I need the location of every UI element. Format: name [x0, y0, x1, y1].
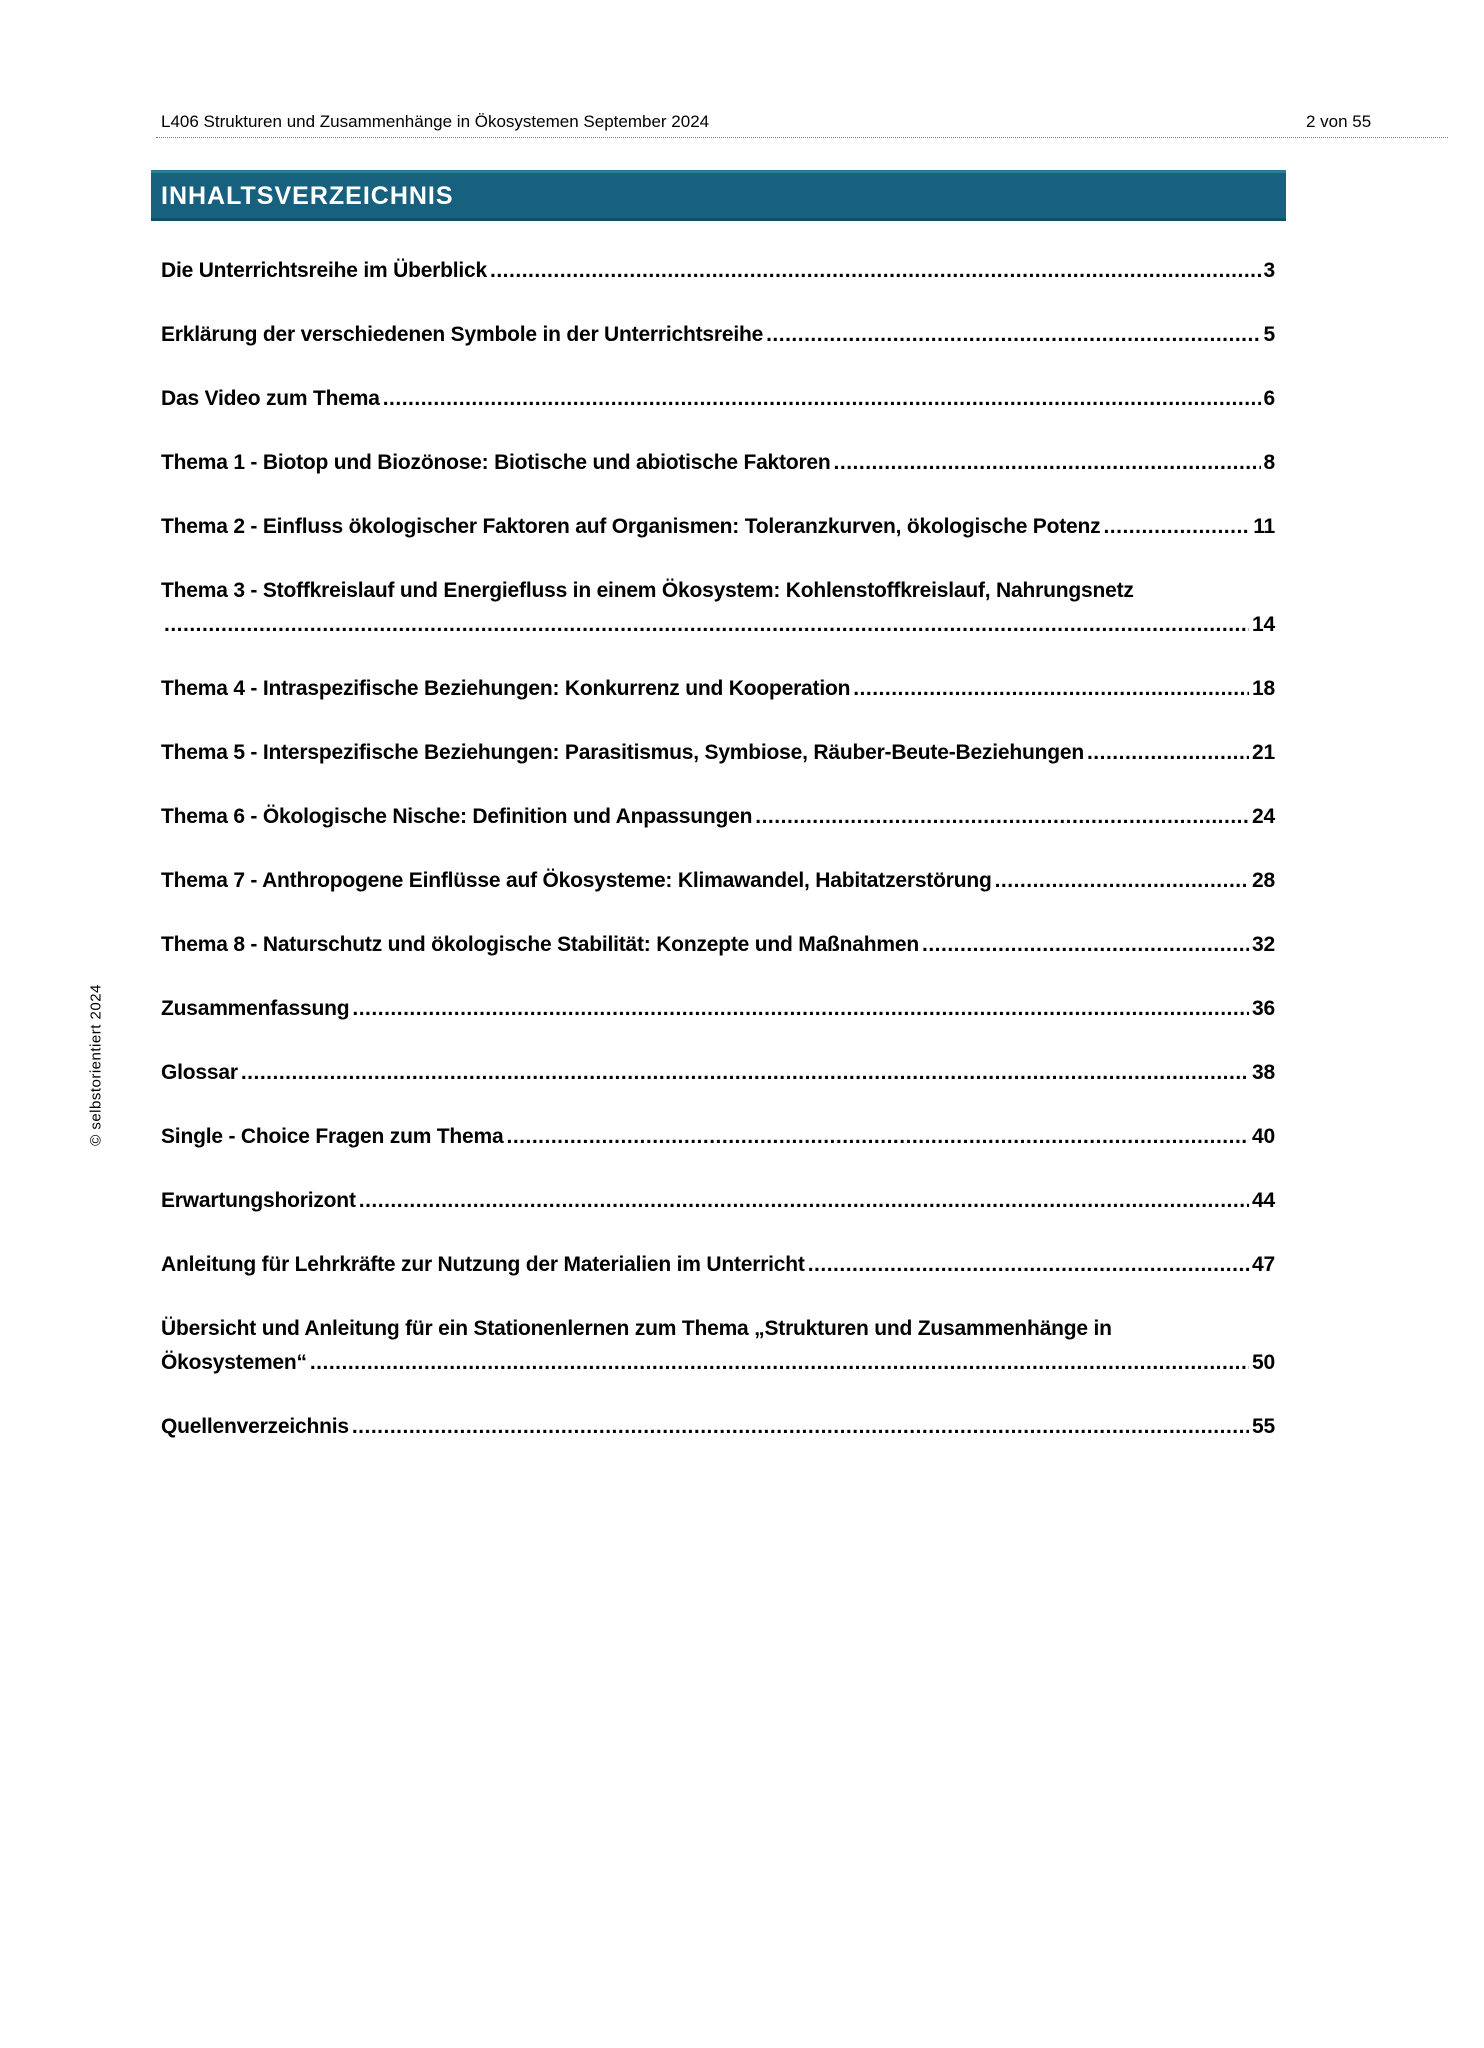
- toc-entry-line: [161, 864, 1275, 898]
- toc-entry-line: [161, 992, 1275, 1026]
- toc-entry[interactable]: [161, 1410, 1275, 1474]
- table-of-contents: [161, 254, 1275, 1474]
- toc-entry-line: [161, 318, 1275, 352]
- toc-entry[interactable]: [161, 1184, 1275, 1248]
- toc-heading-banner: [151, 170, 1286, 221]
- toc-entry-line: [161, 608, 1275, 642]
- toc-entry-line: [161, 1410, 1275, 1444]
- toc-entry-page: 40: [1252, 1125, 1275, 1148]
- toc-entry[interactable]: [161, 1120, 1275, 1184]
- dot-leader: [352, 1410, 1249, 1444]
- toc-entry-page: 14: [1252, 613, 1275, 636]
- page-title: INHALTSVERZEICHNIS: [161, 182, 454, 210]
- toc-entry[interactable]: [161, 254, 1275, 318]
- dot-leader: [383, 382, 1261, 416]
- toc-entry-line: [161, 382, 1275, 416]
- toc-entry-page: 18: [1252, 677, 1275, 700]
- toc-entry[interactable]: [161, 864, 1275, 928]
- toc-entry-page: 24: [1252, 805, 1275, 828]
- toc-entry-title: Zusammenfassung: [161, 997, 350, 1020]
- dot-leader: [766, 318, 1260, 352]
- toc-entry-line: [161, 1248, 1275, 1282]
- toc-entry[interactable]: [161, 800, 1275, 864]
- toc-entry[interactable]: [161, 672, 1275, 736]
- dot-leader: [164, 608, 1249, 642]
- toc-entry-page: 47: [1252, 1253, 1275, 1276]
- toc-entry-title: Thema 4 - Intraspezifische Beziehungen: Konkurrenz und Kooperation: [161, 677, 851, 700]
- dot-leader: [310, 1346, 1249, 1380]
- toc-entry-page: 3: [1263, 259, 1275, 282]
- toc-entry-line: [161, 928, 1275, 962]
- dot-leader: [995, 864, 1249, 898]
- toc-entry-title: Erklärung der verschiedenen Symbole in der Unterrichtsreihe: [161, 323, 764, 346]
- dot-leader: [352, 992, 1249, 1026]
- page-number: 2 von 55: [1306, 112, 1372, 131]
- copyright-watermark: © selbstorientiert 2024: [87, 984, 105, 1146]
- toc-entry[interactable]: [161, 992, 1275, 1056]
- toc-entry-title: Thema 2 - Einfluss ökologischer Faktoren auf Organismen: Toleranzkurven, ökologische Potenz: [161, 515, 1101, 538]
- toc-entry-page: 5: [1263, 323, 1275, 346]
- toc-entry-page: 8: [1263, 451, 1275, 474]
- dot-leader: [755, 800, 1249, 834]
- dot-leader: [853, 672, 1249, 706]
- toc-entry[interactable]: [161, 510, 1275, 574]
- toc-entry-line: [161, 672, 1275, 706]
- dot-leader: [1103, 510, 1250, 544]
- toc-entry-title: Übersicht und Anleitung für ein Stationenlernen zum Thema „Strukturen und Zusammenhänge in: [161, 1317, 1112, 1340]
- toc-entry[interactable]: [161, 736, 1275, 800]
- toc-entry-title: Ökosystemen“: [161, 1351, 307, 1374]
- toc-entry-page: 32: [1252, 933, 1275, 956]
- toc-entry[interactable]: [161, 446, 1275, 510]
- toc-entry-page: 38: [1252, 1061, 1275, 1084]
- toc-entry[interactable]: [161, 1248, 1275, 1312]
- toc-entry[interactable]: [161, 928, 1275, 992]
- dot-leader: [507, 1120, 1250, 1154]
- toc-entry-title: Quellenverzeichnis: [161, 1415, 349, 1438]
- toc-entry-page: 44: [1252, 1189, 1275, 1212]
- toc-entry-page: 36: [1252, 997, 1275, 1020]
- toc-entry-title: Die Unterrichtsreihe im Überblick: [161, 259, 488, 282]
- toc-entry-line: [161, 1346, 1275, 1380]
- toc-entry-title: Thema 7 - Anthropogene Einflüsse auf Ökosysteme: Klimawandel, Habitatzerstörung: [161, 869, 992, 892]
- toc-entry-page: 55: [1252, 1415, 1275, 1438]
- dot-leader: [241, 1056, 1249, 1090]
- toc-entry-title: Anleitung für Lehrkräfte zur Nutzung der Materialien im Unterricht: [161, 1253, 805, 1276]
- toc-entry-title: Glossar: [161, 1061, 238, 1084]
- toc-entry-page: 50: [1252, 1351, 1275, 1374]
- toc-entry[interactable]: [161, 382, 1275, 446]
- toc-entry-line: [161, 574, 1275, 608]
- toc-entry-title: Single - Choice Fragen zum Thema: [161, 1125, 504, 1148]
- header-divider: [156, 137, 1448, 138]
- toc-entry[interactable]: [161, 1056, 1275, 1120]
- toc-entry-line: [161, 1184, 1275, 1218]
- toc-entry-line: [161, 800, 1275, 834]
- toc-entry-line: [161, 510, 1275, 544]
- toc-entry[interactable]: [161, 318, 1275, 382]
- toc-entry-title: Thema 6 - Ökologische Nische: Definition und Anpassungen: [161, 805, 753, 828]
- toc-entry-page: 11: [1253, 515, 1275, 538]
- toc-entry-title: Das Video zum Thema: [161, 387, 380, 410]
- toc-entry-line: [161, 1056, 1275, 1090]
- toc-entry-title: Thema 1 - Biotop und Biozönose: Biotische und abiotische Faktoren: [161, 451, 831, 474]
- running-header-title: L406 Strukturen und Zusammenhänge in Ökosystemen September 2024: [161, 112, 710, 131]
- toc-entry-title: Thema 3 - Stoffkreislauf und Energiefluss in einem Ökosystem: Kohlenstoffkreislauf, Nahrungsnetz: [161, 579, 1134, 602]
- toc-entry-line: [161, 1120, 1275, 1154]
- toc-entry-page: 6: [1263, 387, 1275, 410]
- toc-entry[interactable]: [161, 1312, 1275, 1410]
- toc-entry-title: Erwartungshorizont: [161, 1189, 356, 1212]
- toc-entry[interactable]: [161, 574, 1275, 672]
- dot-leader: [359, 1184, 1249, 1218]
- toc-entry-page: 21: [1252, 741, 1275, 764]
- toc-entry-line: [161, 736, 1275, 770]
- dot-leader: [922, 928, 1249, 962]
- toc-entry-title: Thema 5 - Interspezifische Beziehungen: Parasitismus, Symbiose, Räuber-Beute-Beziehungen: [161, 741, 1084, 764]
- dot-leader: [834, 446, 1261, 480]
- toc-entry-page: 28: [1252, 869, 1275, 892]
- toc-entry-title: Thema 8 - Naturschutz und ökologische Stabilität: Konzepte und Maßnahmen: [161, 933, 919, 956]
- dot-leader: [808, 1248, 1249, 1282]
- toc-entry-line: [161, 254, 1275, 288]
- dot-leader: [1087, 736, 1249, 770]
- toc-entry-line: [161, 1312, 1275, 1346]
- dot-leader: [490, 254, 1261, 288]
- toc-entry-line: [161, 446, 1275, 480]
